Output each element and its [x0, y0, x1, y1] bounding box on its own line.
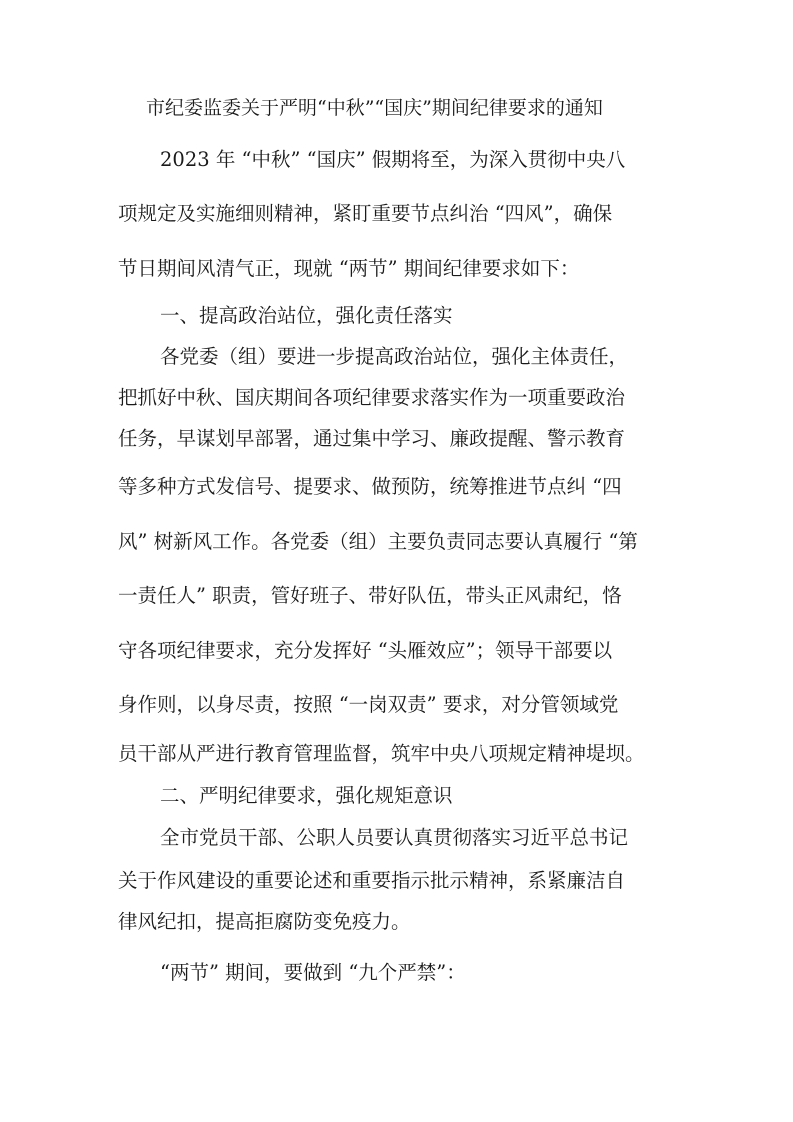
- intro-line-3: 节日期间风清气正，现就 “两节” 期间纪律要求如下：: [118, 257, 580, 280]
- section2-heading: 二、严明纪律要求，强化规矩意识: [160, 784, 453, 807]
- section2-line-1: 全市党员干部、公职人员要认真贯彻落实习近平总书记: [160, 826, 629, 849]
- section1-line-7: 守各项纪律要求，充分发挥好 “头雁效应”；领导干部要以: [118, 639, 613, 662]
- section2-line-2: 关于作风建设的重要论述和重要指示批示精神，系紧廉洁自: [118, 869, 626, 892]
- intro-line-2: 项规定及实施细则精神，紧盯重要节点纠治 “四风”，确保: [118, 202, 613, 225]
- section1-line-9: 员干部从严进行教育管理监督，筑牢中央八项规定精神堤坝。: [118, 742, 645, 765]
- section1-line-8: 身作则，以身尽责，按照 “一岗双责” 要求，对分管领域党: [118, 693, 619, 716]
- section1-heading: 一、提高政治站位，强化责任落实: [160, 304, 453, 327]
- section1-line-2: 把抓好中秋、国庆期间各项纪律要求落实作为一项重要政治: [118, 386, 626, 409]
- section1-line-6: 一责任人” 职责，管好班子、带好队伍，带头正风肃纪，恪: [118, 584, 622, 607]
- closing-line: “两节” 期间，要做到 “九个严禁”：: [160, 961, 466, 984]
- intro-line-1: 2023 年 “中秋” “国庆” 假期将至，为深入贯彻中央八: [160, 148, 626, 171]
- section1-line-4: 等多种方式发信号、提要求、做预防，统筹推进节点纠 “四: [118, 475, 622, 498]
- section1-line-3: 任务，早谋划早部署，通过集中学习、廉政提醒、警示教育: [118, 427, 626, 450]
- section1-line-5: 风” 树新风工作。各党委（组）主要负责同志要认真履行 “第: [118, 530, 638, 553]
- section2-line-3: 律风纪扣，提高拒腐防变免疫力。: [118, 910, 411, 933]
- document-title: 市纪委监委关于严明“中秋”“国庆”期间纪律要求的通知: [146, 97, 603, 119]
- section1-line-1: 各党委（组）要进一步提高政治站位，强化主体责任，: [160, 345, 629, 368]
